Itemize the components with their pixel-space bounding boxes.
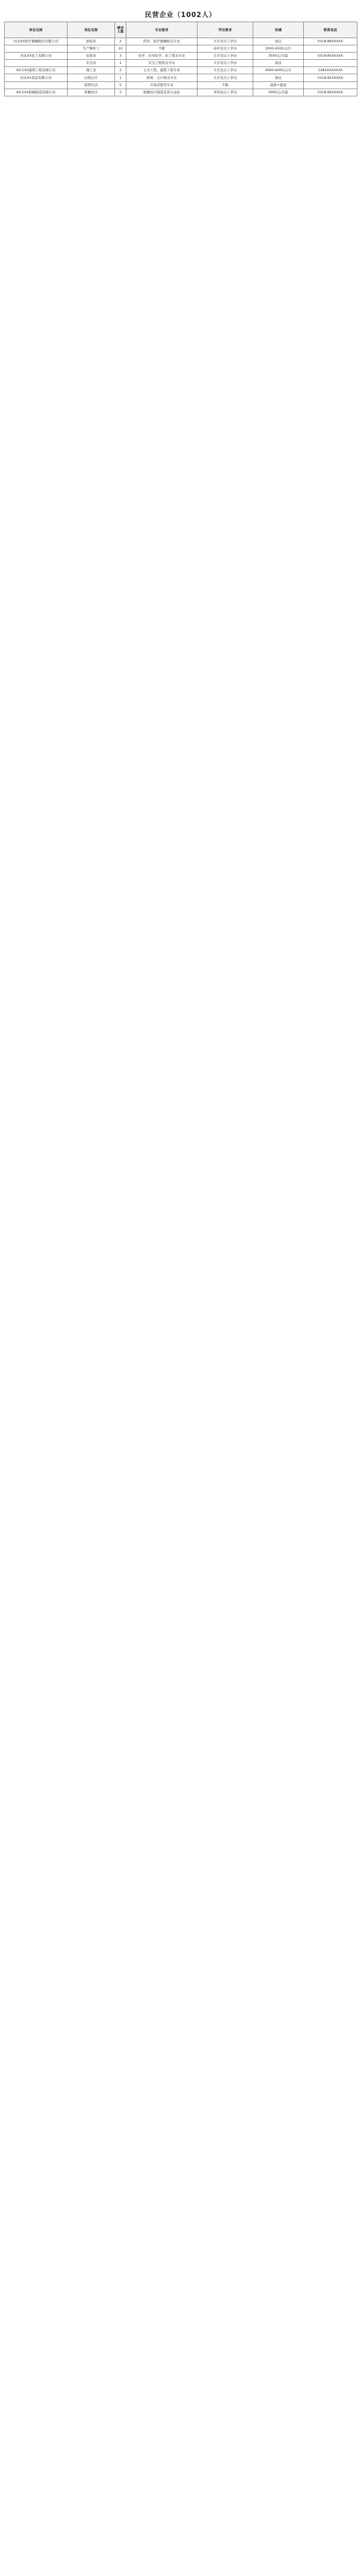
table-cell [304,60,357,67]
table-cell: 10 [115,45,126,53]
table-cell: 化学、应用化学、化工相关专业 [126,53,198,60]
table-cell: 市场营销等专业 [126,81,198,89]
table-cell: 本科及以上学历 [198,89,253,96]
table-cell: 大专及以上学历 [198,74,253,81]
table-cell: 3000-4500元/月 [253,45,304,53]
table-cell: 河北XX食品有限公司 [5,74,68,81]
table-cell: 4000-6000元/月 [253,67,304,74]
table-cell: 安全工程相关专业 [126,60,198,67]
column-header: 岗位名称 [68,22,115,38]
table-cell: 质检员 [68,38,115,45]
table-cell: 面议 [253,74,304,81]
table-cell: 3 [115,53,126,60]
table-cell: 0318-85XXXXX [304,53,357,60]
table-cell: 3500元/月起 [253,53,304,60]
table-row [5,67,357,74]
table-cell: 财务、会计相关专业 [126,74,198,81]
table-row [5,81,357,89]
table-cell: 不限 [126,45,198,53]
table-cell: 大专及以上学历 [198,38,253,45]
table-cell [5,81,68,89]
table-cell: 0318-88XXXXX [304,38,357,45]
table-cell [304,45,357,53]
table-cell: 大专及以上学历 [198,60,253,67]
table-row [5,60,357,67]
table-cell: 2 [115,89,126,96]
table-cell: XX市XX建筑工程有限公司 [5,67,68,74]
table-cell: 大专及以上学历 [198,67,253,74]
table-cell: 大专及以上学历 [198,53,253,60]
table-cell: 安全员 [68,60,115,67]
table-cell: 2 [115,38,126,45]
table-cell: 面议 [253,38,304,45]
table-cell [5,60,68,67]
table-cell [304,81,357,89]
table-cell: 出纳会计 [68,74,115,81]
table-cell: 药学、医疗器械相关专业 [126,38,198,45]
table-cell: 化验员 [68,53,115,60]
column-header: 专业要求 [126,22,198,38]
table-cell: 0318-86XXXXX [304,89,357,96]
column-header: 单位名称 [5,22,68,38]
table-cell: 2 [115,67,126,74]
table-cell: 面议 [253,60,304,67]
document-title: 民营企业（1002人） [144,11,217,19]
table-cell: 1 [115,60,126,67]
table-cell: 不限 [198,81,253,89]
table-cell: XX市XX机械制造有限公司 [5,89,68,96]
table-cell: 5000元/月起 [253,89,304,96]
table-row [5,89,357,96]
column-header: 需求人数 [115,22,126,38]
table-cell: 机械设计制造及其自动化 [126,89,198,96]
column-header: 待遇 [253,22,304,38]
column-header: 联系电话 [304,22,357,38]
table-cell: 1 [115,74,126,81]
table-header-row [5,22,357,38]
table-cell: 0318-82XXXXX [304,74,357,81]
table-cell: 生产操作工 [68,45,115,53]
table-row [5,74,357,81]
column-header: 学历要求 [198,22,253,38]
table-cell: 施工员 [68,67,115,74]
table-row [5,45,357,53]
table-cell: 河北XX医疗器械股份有限公司 [5,38,68,45]
table-cell: 5 [115,81,126,89]
table-cell: 138XXXXXXXX [304,67,357,74]
table-cell: 销售代表 [68,81,115,89]
table-row [5,53,357,60]
table-row [5,38,357,45]
table-cell: 底薪+提成 [253,81,304,89]
table-cell: 土木工程、建筑工程专业 [126,67,198,74]
table-cell: 机械设计 [68,89,115,96]
table-cell: 河北XX化工有限公司 [5,53,68,60]
recruitment-table [4,22,357,96]
table-cell: 高中及以上学历 [198,45,253,53]
table-cell [5,45,68,53]
